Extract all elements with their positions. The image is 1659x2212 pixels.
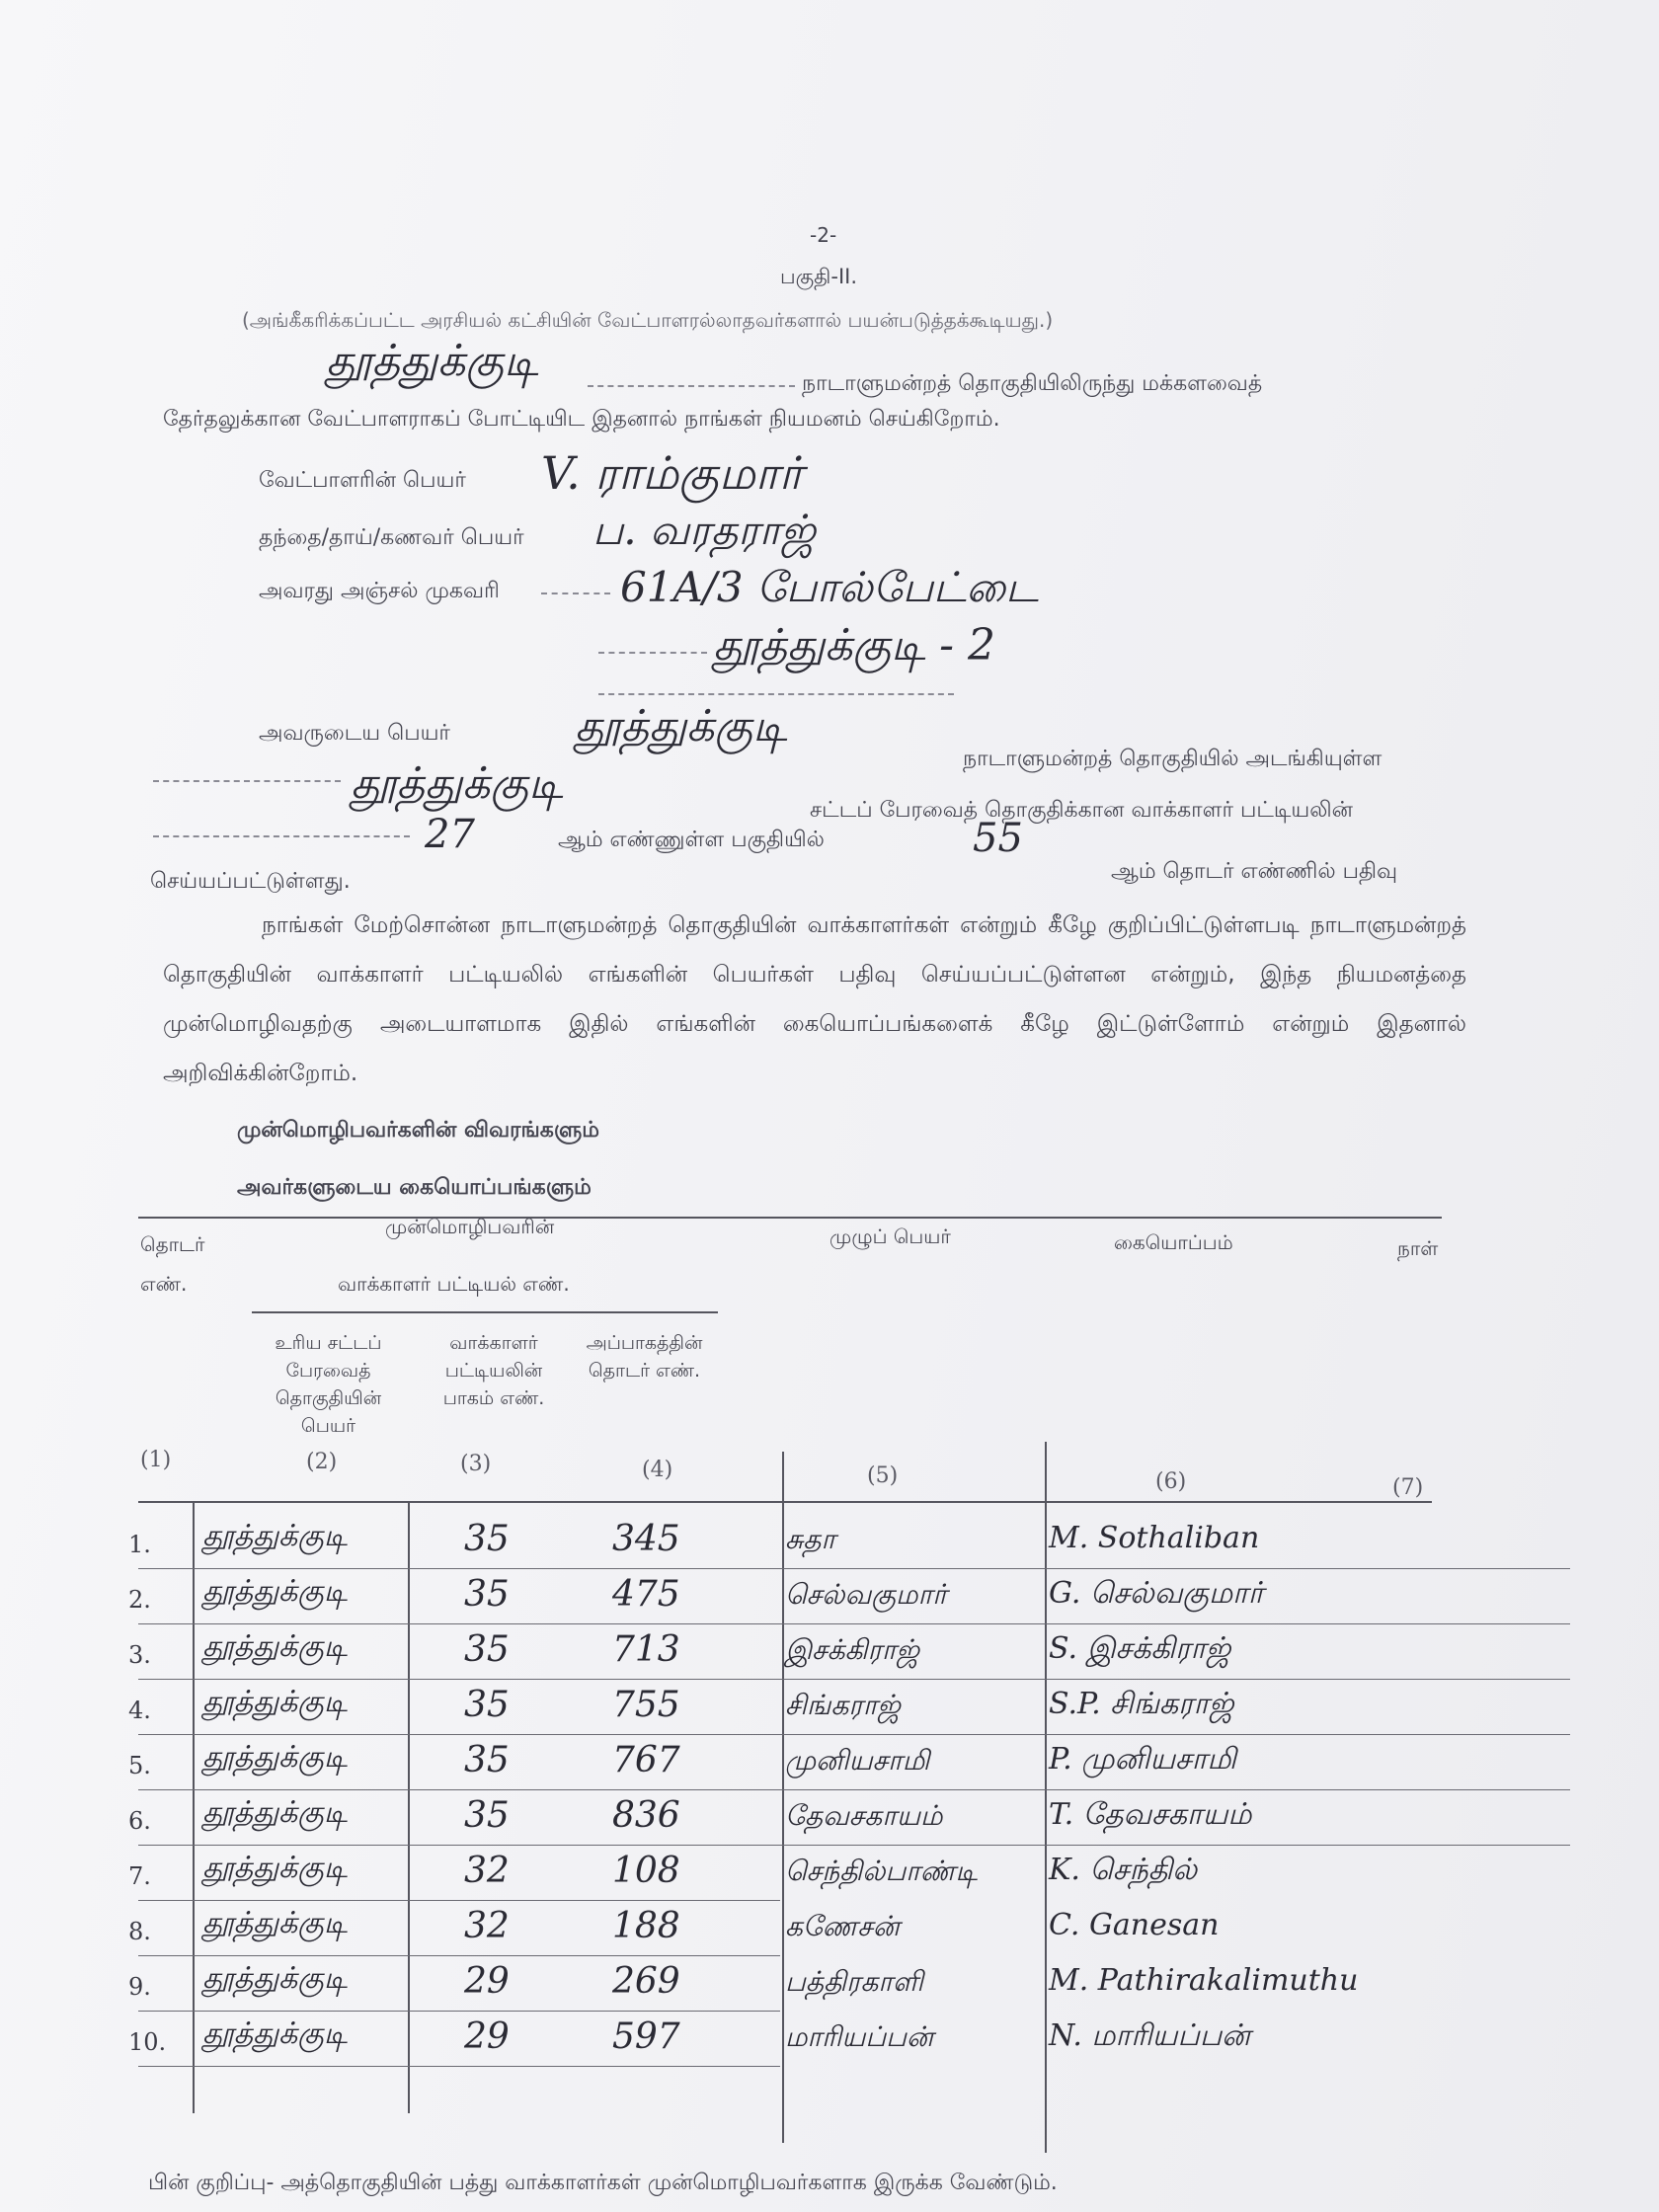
col-divider-3 xyxy=(782,1452,784,2143)
row-part-number: 35 xyxy=(464,1629,510,1670)
section-title: பகுதி-II. xyxy=(780,265,858,288)
reg-pc-suffix: நாடாளுமன்றத் தொகுதியில் அடங்கியுள்ள xyxy=(963,747,1382,771)
row-ac-name: தூத்துக்குடி xyxy=(202,1906,348,1940)
row-rule xyxy=(138,1679,1570,1680)
header-date: நாள் xyxy=(1397,1236,1439,1260)
blank-line xyxy=(541,592,610,594)
row-full-name: செல்வகுமார் xyxy=(785,1578,947,1611)
row-serial-number: 836 xyxy=(612,1795,680,1836)
row-serial-number: 767 xyxy=(612,1740,680,1780)
header-serial-2: எண். xyxy=(140,1272,188,1296)
blank-line xyxy=(598,652,707,654)
row-number: 1. xyxy=(128,1531,151,1558)
row-part-number: 35 xyxy=(464,1685,510,1725)
row-rule xyxy=(138,2066,780,2067)
row-serial-number: 188 xyxy=(612,1906,680,1946)
row-full-name: இசக்கிராஜ் xyxy=(785,1633,920,1666)
row-part-number: 29 xyxy=(464,2016,510,2057)
row-serial-number: 269 xyxy=(612,1961,680,2002)
row-signature: T. தேவசகாயம் xyxy=(1049,1797,1252,1832)
row-full-name: முனியசாமி xyxy=(785,1744,930,1777)
blank-line xyxy=(153,780,341,782)
row-number: 9. xyxy=(128,1973,151,2001)
row-full-name: பத்திரகாளி xyxy=(785,1965,923,1998)
row-ac-name: தூத்துக்குடி xyxy=(202,1574,348,1609)
row-serial-number: 475 xyxy=(612,1574,680,1615)
row-signature: P. முனியசாமி xyxy=(1049,1742,1236,1777)
reg-part-value: 27 xyxy=(425,812,475,857)
row-full-name: மாரியப்பன் xyxy=(785,2020,934,2053)
header-signature: கையொப்பம் xyxy=(1114,1230,1233,1254)
row-full-name: செந்தில்பாண்டி xyxy=(785,1855,978,1887)
row-part-number: 35 xyxy=(464,1519,510,1559)
header-sub-rule xyxy=(252,1311,718,1313)
row-signature: M. Sothaliban xyxy=(1049,1521,1260,1555)
header-roll: வாக்காளர் பட்டியல் எண். xyxy=(338,1272,570,1296)
header-serial-1: தொடர் xyxy=(140,1232,205,1256)
row-signature: C. Ganesan xyxy=(1049,1908,1220,1942)
intro-line1: நாடாளுமன்றத் தொகுதியிலிருந்து மக்களவைத் xyxy=(802,371,1263,396)
row-rule xyxy=(138,1955,780,1956)
page-number: -2- xyxy=(810,223,837,247)
row-serial-number: 597 xyxy=(612,2016,680,2057)
section-subtitle: (அங்கீகரிக்கப்பட்ட அரசியல் கட்சியின் வேட்பாளரல்லாதவர்களால் பயன்படுத்தக்கூடியது.) xyxy=(242,308,1054,332)
header-part: வாக்காளர் பட்டியலின் பாகம் எண். xyxy=(442,1332,545,1409)
col-number-1: (1) xyxy=(140,1448,172,1472)
row-signature: K. செந்தில் xyxy=(1049,1853,1198,1887)
row-number: 8. xyxy=(128,1918,151,1945)
row-signature: S.P. சிங்கராஜ் xyxy=(1049,1687,1234,1721)
reg-pc-value: தூத்துக்குடி xyxy=(575,701,788,751)
blank-line xyxy=(588,385,795,387)
row-signature: G. செல்வகுமார் xyxy=(1049,1576,1264,1611)
row-full-name: கணேசன் xyxy=(785,1910,901,1942)
row-full-name: சுதா xyxy=(785,1523,836,1555)
row-full-name: தேவசகாயம் xyxy=(785,1799,943,1832)
row-ac-name: தூத்துக்குடி xyxy=(202,1685,348,1719)
row-ac-name: தூத்துக்குடி xyxy=(202,1795,348,1830)
row-ac-name: தூத்துக்குடி xyxy=(202,1740,348,1775)
reg-name-label: அவருடைய பெயர் xyxy=(259,721,450,746)
row-rule xyxy=(138,1900,780,1901)
address-label: அவரது அஞ்சல் முகவரி xyxy=(259,579,500,603)
reg-part-suffix: ஆம் எண்ணுள்ள பகுதியில் xyxy=(558,828,825,852)
proposers-heading-2: அவர்களுடைய கையொப்பங்களும் xyxy=(237,1175,592,1200)
row-ac-name: தூத்துக்குடி xyxy=(202,2016,348,2051)
row-serial-number: 713 xyxy=(612,1629,680,1670)
row-part-number: 32 xyxy=(464,1906,510,1946)
row-full-name: சிங்கராஜ் xyxy=(785,1689,901,1721)
row-rule xyxy=(138,1845,1570,1846)
col-divider-2 xyxy=(408,1501,410,2113)
row-signature: S. இசக்கிராஜ் xyxy=(1049,1631,1231,1666)
address-line1: 61A/3 போல்பேட்டை xyxy=(620,563,1039,611)
row-ac-name: தூத்துக்குடி xyxy=(202,1851,348,1885)
row-ac-name: தூத்துக்குடி xyxy=(202,1519,348,1553)
row-number: 10. xyxy=(128,2028,167,2056)
row-part-number: 32 xyxy=(464,1851,510,1891)
row-part-number: 35 xyxy=(464,1574,510,1615)
father-name-label: தந்தை/தாய்/கணவர் பெயர் xyxy=(259,525,524,550)
row-number: 5. xyxy=(128,1752,151,1779)
row-number: 2. xyxy=(128,1586,151,1614)
row-rule xyxy=(138,2011,780,2012)
footnote-text: பின் குறிப்பு- அத்தொகுதியின் பத்து வாக்காளர்கள் முன்மொழிபவர்களாக இருக்க வேண்டும். xyxy=(148,2171,1058,2195)
constituency-handwritten: தூத்துக்குடி xyxy=(326,336,539,386)
rows-top-rule xyxy=(138,1501,1432,1503)
table-top-rule xyxy=(138,1217,1442,1219)
header-fullname: முழுப் பெயர் xyxy=(830,1224,951,1248)
row-rule xyxy=(138,1789,1570,1790)
blank-line xyxy=(598,693,954,695)
row-rule xyxy=(138,1568,1570,1569)
row-signature: M. Pathirakalimuthu xyxy=(1049,1963,1359,1998)
candidate-name-label: வேட்பாளரின் பெயர் xyxy=(259,468,466,493)
row-ac-name: தூத்துக்குடி xyxy=(202,1629,348,1664)
header-proposer: முன்மொழிபவரின் xyxy=(385,1215,555,1238)
row-serial-number: 755 xyxy=(612,1685,680,1725)
row-ac-name: தூத்துக்குடி xyxy=(202,1961,348,1996)
row-number: 7. xyxy=(128,1862,151,1890)
row-part-number: 35 xyxy=(464,1740,510,1780)
reg-end: செய்யப்பட்டுள்ளது. xyxy=(150,869,351,894)
col-divider-1 xyxy=(193,1501,195,2113)
reg-ac-suffix: சட்டப் பேரவைத் தொகுதிக்கான வாக்காளர் பட்டியலின் xyxy=(810,798,1353,823)
row-serial-number: 345 xyxy=(612,1519,680,1559)
row-serial-number: 108 xyxy=(612,1851,680,1891)
row-part-number: 35 xyxy=(464,1795,510,1836)
father-name-value: ப. வரதராஜ் xyxy=(592,506,816,554)
col-number-7: (7) xyxy=(1392,1475,1424,1500)
row-number: 6. xyxy=(128,1807,151,1835)
col-number-2: (2) xyxy=(306,1450,338,1474)
intro-line2: தேர்தலுக்கான வேட்பாளராகப் போட்டியிட இதனால் நாங்கள் நியமனம் செய்கிறோம். xyxy=(163,407,1000,432)
row-number: 4. xyxy=(128,1697,151,1724)
row-number: 3. xyxy=(128,1641,151,1669)
header-slno: அப்பாகத்தின் தொடர் எண். xyxy=(586,1332,703,1382)
row-rule xyxy=(138,1623,1570,1624)
reg-serial-suffix: ஆம் தொடர் எண்ணில் பதிவு xyxy=(1111,859,1398,884)
row-part-number: 29 xyxy=(464,1961,510,2002)
proposers-heading-1: முன்மொழிபவர்களின் விவரங்களும் xyxy=(237,1118,599,1143)
row-rule xyxy=(138,1734,1570,1735)
col-number-3: (3) xyxy=(460,1452,492,1476)
address-line2: தூத்துக்குடி - 2 xyxy=(713,620,996,671)
declaration-paragraph: நாங்கள் மேற்சொன்ன நாடாளுமன்றத் தொகுதியின் வாக்காளர்கள் என்றும் கீழே குறிப்பிட்டுள்ளபடி நாடாளுமன்றத் தொகுதியின் வாக்காளர் பட்டியலில் எங்களின் பெயர்கள் பதிவு செய்யப்பட்டுள்ளன என்றும், இந்த நியமனத்தை முன்மொழிவதற்கு அடையாளமாக இதில் எங்களின் கையொப்பங்களைக் கீழே இட்டுள்ளோம் என்றும் இதனால் அறிவிக்கின்றோம். xyxy=(163,912,1466,1086)
blank-line xyxy=(153,835,410,837)
reg-ac-value: தூத்துக்குடி xyxy=(351,758,564,809)
col-number-5: (5) xyxy=(867,1463,899,1488)
header-ac: உரிய சட்டப் பேரவைத் தொகுதியின் பெயர் xyxy=(275,1332,382,1437)
row-signature: N. மாரியப்பன் xyxy=(1049,2018,1251,2053)
reg-serial-value: 55 xyxy=(973,816,1023,861)
col-number-6: (6) xyxy=(1155,1469,1187,1494)
col-divider-4 xyxy=(1045,1442,1047,2153)
col-number-4: (4) xyxy=(642,1458,673,1482)
candidate-name-value: V. ராம்குமார் xyxy=(541,446,803,500)
